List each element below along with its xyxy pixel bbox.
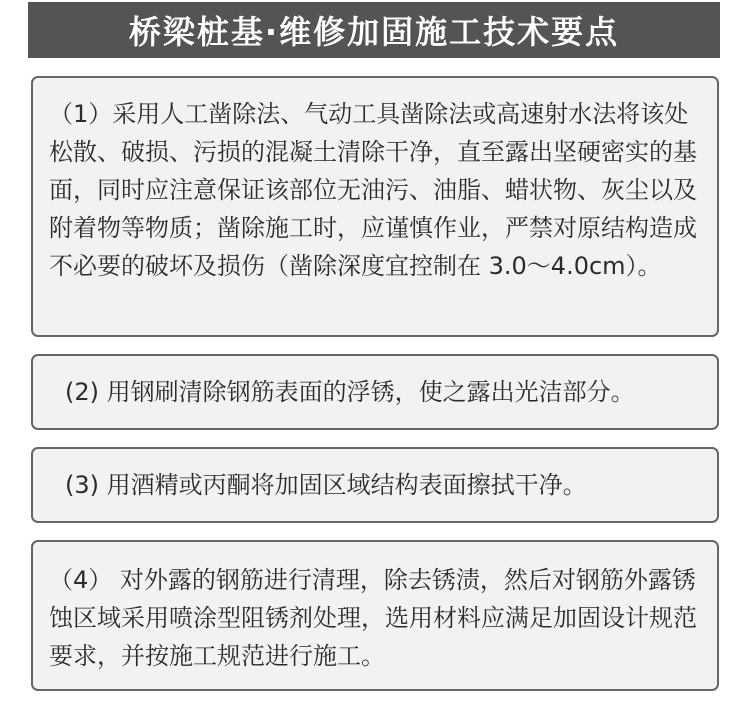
step-text-4: （4） 对外露的钢筋进行清理，除去锈渍，然后对钢筋外露锈蚀区域采用喷涂型阻锈剂处理，选用材料应满足加固设计规范要求，并按施工规范进行施工。 (49, 566, 697, 670)
step-card-2 (31, 354, 719, 430)
step-card-3 (31, 447, 719, 523)
page-title: 桥梁桩基·维修加固施工技术要点 (28, 2, 720, 58)
step-text-2: (2) 用钢刷清除钢筋表面的浮锈，使之露出光洁部分。 (65, 378, 635, 406)
step-text-1: （1）采用人工凿除法、气动工具凿除法或高速射水法将该处松散、破损、污损的混凝土清除干净，直至露出坚硬密实的基面，同时应注意保证该部位无油污、油脂、蜡状物、灰尘以及附着物等物质；凿除施工时，应谨慎作业，严禁对原结构造成不必要的破坏及损伤（凿除深度宜控制在 3.0～4.0cm）。 (49, 100, 697, 280)
step-card-4 (31, 540, 719, 691)
step-card-1 (31, 76, 719, 337)
step-text-3: (3) 用酒精或丙酮将加固区域结构表面擦拭干净。 (65, 471, 587, 499)
